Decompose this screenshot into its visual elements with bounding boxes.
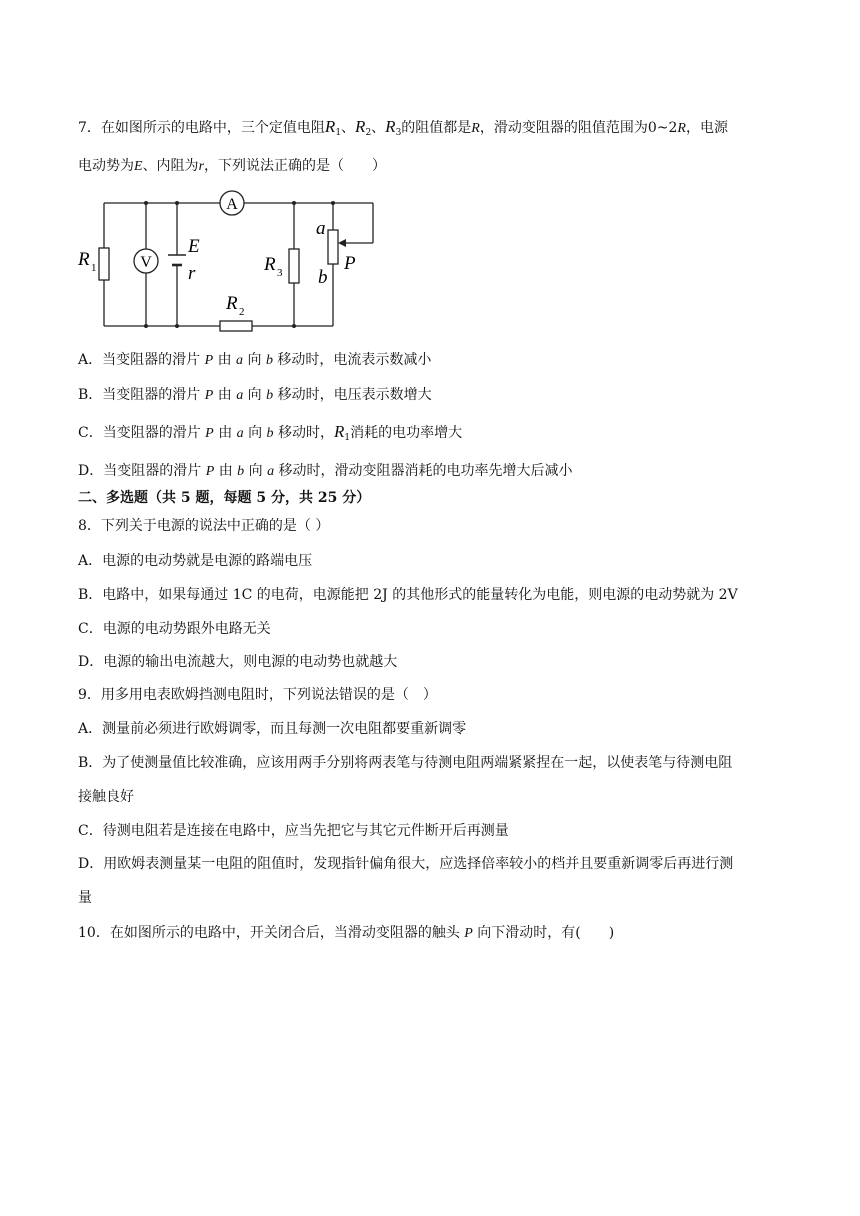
terminal-b-label: b (318, 267, 328, 288)
slider-arrow-icon (338, 239, 346, 247)
slider-p-label: P (344, 253, 356, 274)
q8-option-c: C．电源的电动势跟外电路无关 (78, 621, 271, 637)
q9-option-d-line-2: 量 (78, 890, 92, 906)
q8-option-a: A．电源的电动势就是电源的路端电压 (78, 553, 313, 569)
q9-option-b-line-1: B．为了使测量值比较准确，应该用两手分别将两表笔与待测电阻两端紧紧捏在一起，以使表笔与待测电阻 (78, 755, 733, 771)
emf-label: E (188, 236, 200, 257)
r2-label: R (226, 293, 238, 314)
q7-option-d: D．当变阻器的滑片 P 由 b 向 a 移动时，滑动变阻器消耗的电功率先增大后减小 (78, 463, 573, 479)
section-heading: 二、多选题（共 5 题，每题 5 分，共 25 分） (78, 490, 371, 506)
r1-subscript: 1 (91, 262, 97, 274)
q7-option-a: A．当变阻器的滑片 P 由 a 向 b 移动时，电流表示数减小 (78, 352, 432, 368)
q7-option-b: B．当变阻器的滑片 P 由 a 向 b 移动时，电压表示数增大 (78, 387, 432, 403)
internal-resistance-label: r (188, 263, 196, 284)
circuit-diagram (74, 186, 384, 336)
q9-option-a: A．测量前必须进行欧姆调零，而且每测一次电阻都要重新调零 (78, 721, 467, 737)
q9-option-d-line-1: D．用欧姆表测量某一电阻的阻值时，发现指针偏角很大，应选择倍率较小的档并且要重新调零后再进行测 (78, 856, 734, 872)
ammeter-label: A (226, 196, 238, 213)
q8-option-d: D．电源的输出电流越大，则电源的电动势也就越大 (78, 654, 398, 670)
q9-option-b-line-2: 接触良好 (78, 789, 134, 805)
q9-option-c: C．待测电阻若是连接在电路中，应当先把它与其它元件断开后再测量 (78, 823, 509, 839)
r2-subscript: 2 (239, 306, 245, 318)
r3-label: R (264, 254, 276, 275)
q10-stem: 10．在如图所示的电路中，开关闭合后，当滑动变阻器的触头 P 向下滑动时，有( ) (78, 925, 615, 941)
q7-option-c: C．当变阻器的滑片 P 由 a 向 b 移动时，$R_1$消耗的电功率增大 (78, 422, 463, 443)
q7-line-1: 7．在如图所示的电路中，三个定值电阻$R_1$、$R_2$、$R_3$的阻值都是R，滑动变阻器的阻值范围为0~2R，电源 (78, 117, 728, 138)
q7-line-2: 电动势为E、内阻为r，下列说法正确的是（ ） (78, 158, 387, 174)
r3-subscript: 3 (277, 267, 283, 279)
q9-stem: 9．用多用电表欧姆挡测电阻时，下列说法错误的是（ ） (78, 687, 437, 703)
q8-option-b: B．电路中，如果每通过 1C 的电荷，电源能把 2J 的其他形式的能量转化为电能，则电源的电动势就为 2V (78, 587, 738, 603)
r1-label: R (78, 249, 90, 270)
q8-stem: 8．下列关于电源的说法中正确的是（ ） (78, 518, 330, 534)
voltmeter-label: V (140, 254, 152, 271)
terminal-a-label: a (316, 218, 326, 239)
